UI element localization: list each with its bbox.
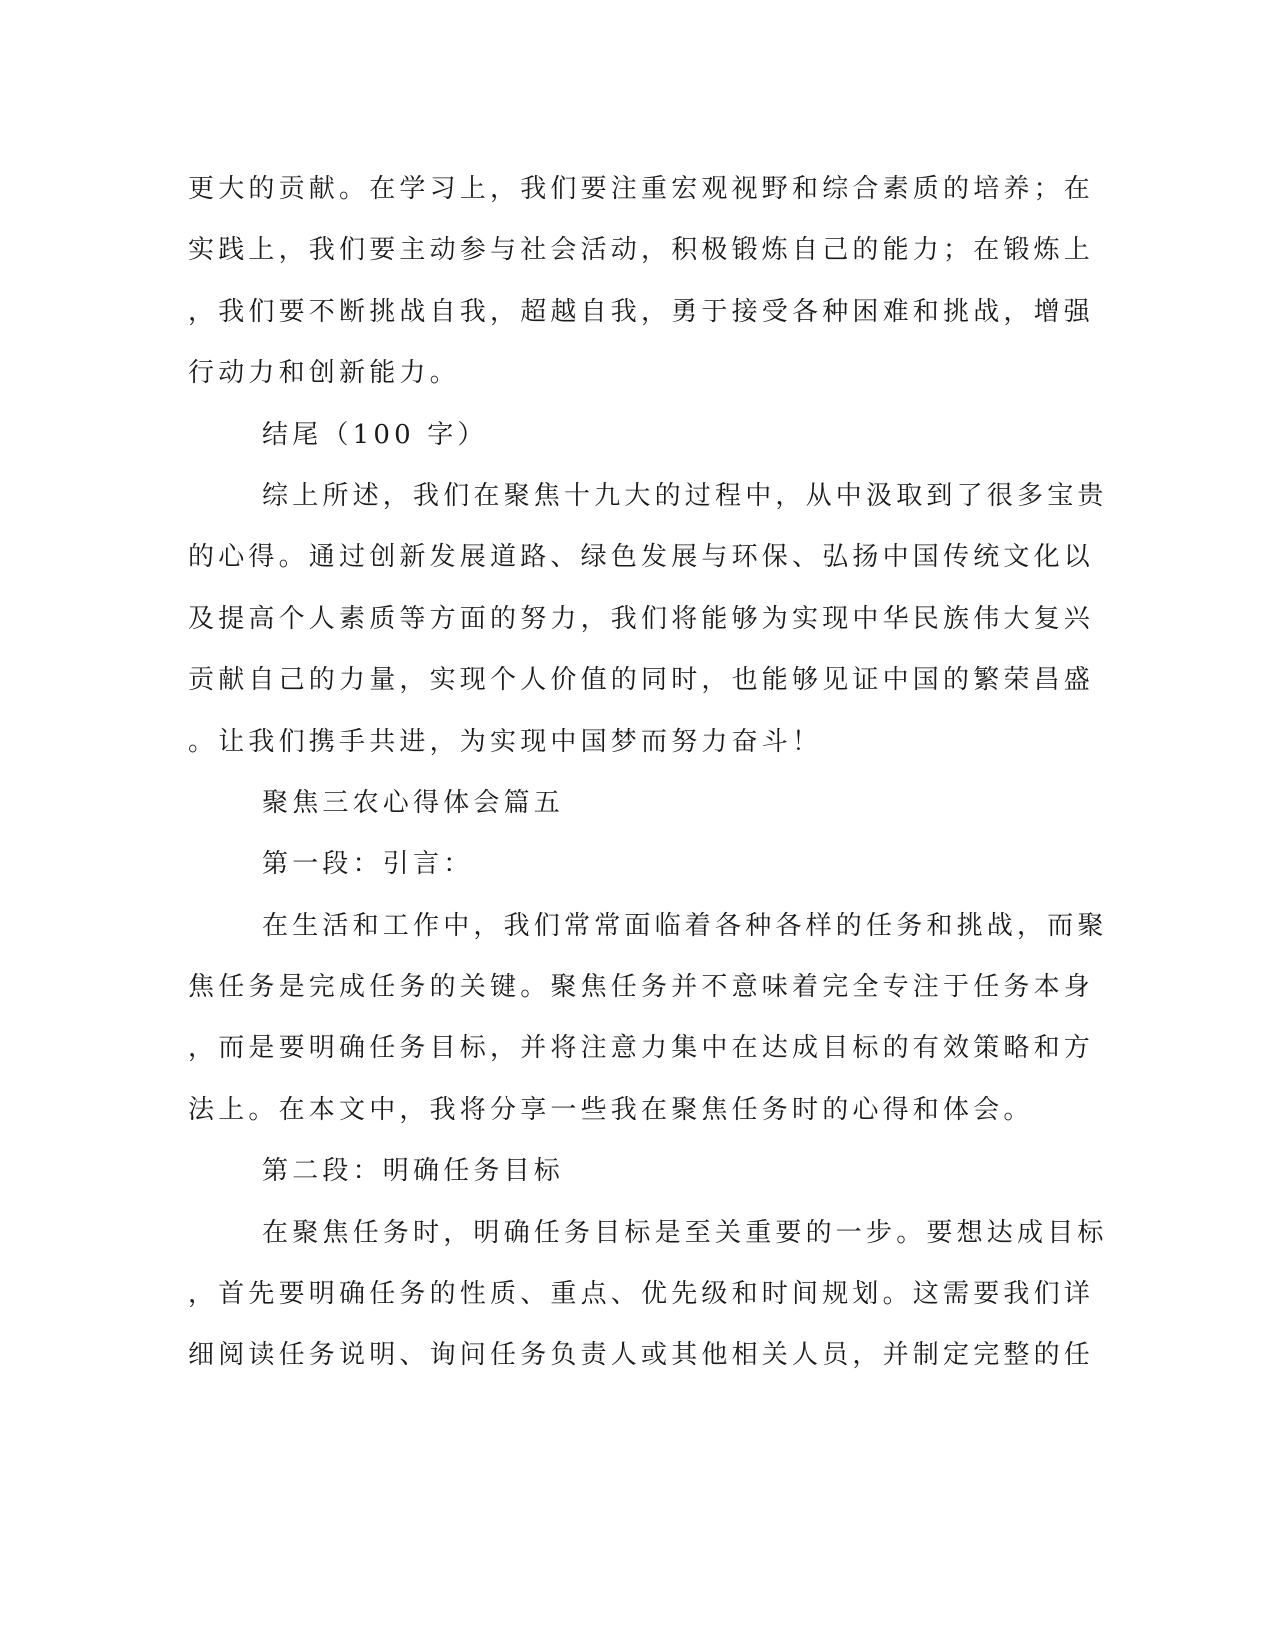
paragraph-line: 更大的贡献。在学习上，我们要注重宏观视野和综合素质的培养；在	[188, 174, 1095, 204]
paragraph-line: 焦任务是完成任务的关键。聚焦任务并不意味着完全专注于任务本身	[188, 972, 1095, 1003]
paragraph-line: ，我们要不断挑战自我，超越自我，勇于接受各种困难和挑战，增强	[188, 296, 1095, 327]
paragraph-line-indented: 在生活和工作中，我们常常面临着各种各样的任务和挑战，而聚	[262, 910, 1108, 941]
paragraph-line-indented: 在聚焦任务时，明确任务目标是至关重要的一步。要想达成目标	[262, 1217, 1108, 1248]
paragraph-line-indented: 第二段：明确任务目标	[262, 1156, 565, 1187]
paragraph-line: 细阅读任务说明、询问任务负责人或其他相关人员，并制定完整的任	[188, 1340, 1095, 1371]
paragraph-line: 法上。在本文中，我将分享一些我在聚焦任务时的心得和体会。	[188, 1094, 1034, 1125]
paragraph-line: 。让我们携手共进，为实现中国梦而努力奋斗！	[188, 726, 823, 757]
paragraph-line: 贡献自己的力量，实现个人价值的同时，也能够见证中国的繁荣昌盛	[188, 665, 1095, 696]
paragraph-line-indented: 结尾（100 字）	[262, 419, 488, 450]
paragraph-line-indented: 聚焦三农心得体会篇五	[262, 787, 565, 818]
paragraph-line: ，而是要明确任务目标，并将注意力集中在达成目标的有效策略和方	[188, 1033, 1095, 1064]
paragraph-line-indented: 第一段：引言：	[262, 849, 474, 880]
document-body	[188, 159, 1108, 1387]
paragraph-line: 的心得。通过创新发展道路、绿色发展与环保、弘扬中国传统文化以	[188, 542, 1095, 573]
paragraph-line: 及提高个人素质等方面的努力，我们将能够为实现中华民族伟大复兴	[188, 603, 1095, 634]
paragraph-line: 行动力和创新能力。	[188, 358, 460, 389]
paragraph-line: ，首先要明确任务的性质、重点、优先级和时间规划。这需要我们详	[188, 1279, 1095, 1310]
paragraph-line-indented: 综上所述，我们在聚焦十九大的过程中，从中汲取到了很多宝贵	[262, 480, 1108, 511]
paragraph-line: 实践上，我们要主动参与社会活动，积极锻炼自己的能力；在锻炼上	[188, 235, 1095, 266]
